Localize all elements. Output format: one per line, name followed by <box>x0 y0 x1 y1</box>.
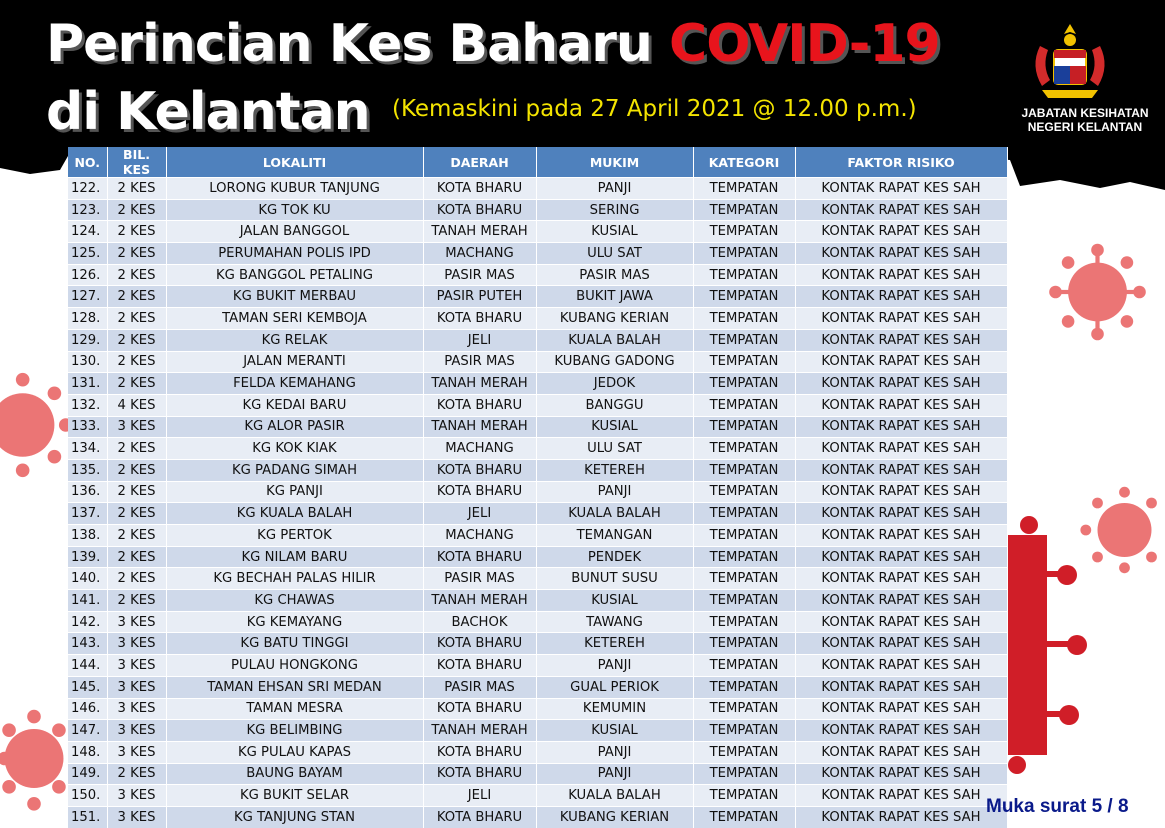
table-row <box>68 264 1007 286</box>
cell-mukim: KUSIAL <box>536 720 693 742</box>
column-header-mukim: MUKIM <box>536 147 693 178</box>
cell-no: 136. <box>68 481 107 503</box>
cell-mukim: ULU SAT <box>536 438 693 460</box>
cell-daerah: MACHANG <box>423 243 536 265</box>
table-row <box>68 416 1007 438</box>
cell-lokaliti: PERUMAHAN POLIS IPD <box>166 243 423 265</box>
cell-lokaliti: LORONG KUBUR TANJUNG <box>166 178 423 200</box>
cell-daerah: KOTA BHARU <box>423 459 536 481</box>
cell-kategori: TEMPATAN <box>693 568 795 590</box>
cell-faktor-risiko: KONTAK RAPAT KES SAH <box>795 633 1007 655</box>
cell-bil-kes: 2 KES <box>107 221 166 243</box>
column-header-no: NO. <box>68 147 107 178</box>
update-subtitle: (Kemaskini pada 27 April 2021 @ 12.00 p.m.) <box>392 96 917 122</box>
cell-daerah: PASIR MAS <box>423 676 536 698</box>
cell-lokaliti: KG PADANG SIMAH <box>166 459 423 481</box>
cell-daerah: JELI <box>423 503 536 525</box>
cell-faktor-risiko: KONTAK RAPAT KES SAH <box>795 243 1007 265</box>
cell-kategori: TEMPATAN <box>693 373 795 395</box>
cell-bil-kes: 2 KES <box>107 568 166 590</box>
cell-bil-kes: 2 KES <box>107 503 166 525</box>
cell-daerah: PASIR PUTEH <box>423 286 536 308</box>
cell-lokaliti: KG PANJI <box>166 481 423 503</box>
cell-bil-kes: 2 KES <box>107 286 166 308</box>
table-header-row <box>68 147 1007 178</box>
page-title <box>46 14 940 74</box>
cell-bil-kes: 3 KES <box>107 720 166 742</box>
cell-daerah: TANAH MERAH <box>423 590 536 612</box>
cell-daerah: KOTA BHARU <box>423 178 536 200</box>
cell-daerah: KOTA BHARU <box>423 806 536 827</box>
virus-icon <box>0 365 68 485</box>
cell-lokaliti: KG BANGGOL PETALING <box>166 264 423 286</box>
cell-bil-kes: 2 KES <box>107 329 166 351</box>
cases-table <box>68 147 1007 828</box>
cell-mukim: PANJI <box>536 481 693 503</box>
cell-mukim: JEDOK <box>536 373 693 395</box>
table-row <box>68 568 1007 590</box>
table-row <box>68 286 1007 308</box>
cell-no: 131. <box>68 373 107 395</box>
cell-faktor-risiko: KONTAK RAPAT KES SAH <box>795 264 1007 286</box>
cell-mukim: TAWANG <box>536 611 693 633</box>
cell-bil-kes: 2 KES <box>107 373 166 395</box>
cell-faktor-risiko: KONTAK RAPAT KES SAH <box>795 698 1007 720</box>
cell-kategori: TEMPATAN <box>693 676 795 698</box>
cell-faktor-risiko: KONTAK RAPAT KES SAH <box>795 503 1007 525</box>
cell-kategori: TEMPATAN <box>693 525 795 547</box>
column-header-kategori: KATEGORI <box>693 147 795 178</box>
title-part1: Perincian Kes Baharu <box>46 14 670 74</box>
cell-kategori: TEMPATAN <box>693 741 795 763</box>
cell-mukim: GUAL PERIOK <box>536 676 693 698</box>
department-line2: NEGERI KELANTAN <box>1027 120 1143 134</box>
cell-kategori: TEMPATAN <box>693 481 795 503</box>
cell-daerah: KOTA BHARU <box>423 481 536 503</box>
table-row <box>68 720 1007 742</box>
cell-kategori: TEMPATAN <box>693 221 795 243</box>
cell-mukim: SERING <box>536 199 693 221</box>
table-row <box>68 525 1007 547</box>
cell-no: 148. <box>68 741 107 763</box>
cell-faktor-risiko: KONTAK RAPAT KES SAH <box>795 373 1007 395</box>
cell-lokaliti: KG BUKIT MERBAU <box>166 286 423 308</box>
cell-bil-kes: 2 KES <box>107 308 166 330</box>
cell-lokaliti: KG BECHAH PALAS HILIR <box>166 568 423 590</box>
cell-bil-kes: 2 KES <box>107 459 166 481</box>
cell-faktor-risiko: KONTAK RAPAT KES SAH <box>795 221 1007 243</box>
cell-no: 122. <box>68 178 107 200</box>
cell-bil-kes: 3 KES <box>107 741 166 763</box>
cell-no: 132. <box>68 394 107 416</box>
cell-bil-kes: 2 KES <box>107 351 166 373</box>
cell-daerah: KOTA BHARU <box>423 199 536 221</box>
cell-mukim: PANJI <box>536 655 693 677</box>
cell-no: 138. <box>68 525 107 547</box>
cell-lokaliti: KG PULAU KAPAS <box>166 741 423 763</box>
cell-no: 128. <box>68 308 107 330</box>
cell-bil-kes: 2 KES <box>107 438 166 460</box>
cell-mukim: BANGGU <box>536 394 693 416</box>
column-header-daerah: DAERAH <box>423 147 536 178</box>
table-row <box>68 243 1007 265</box>
cell-daerah: PASIR MAS <box>423 351 536 373</box>
cell-faktor-risiko: KONTAK RAPAT KES SAH <box>795 329 1007 351</box>
cell-faktor-risiko: KONTAK RAPAT KES SAH <box>795 611 1007 633</box>
department-line1: JABATAN KESIHATAN <box>1021 106 1149 120</box>
cell-lokaliti: TAMAN EHSAN SRI MEDAN <box>166 676 423 698</box>
title-highlight: COVID-19 <box>669 14 940 74</box>
cell-no: 129. <box>68 329 107 351</box>
column-header-bil-kes: BIL. KES <box>107 147 166 178</box>
cell-mukim: KUBANG KERIAN <box>536 806 693 827</box>
cell-kategori: TEMPATAN <box>693 459 795 481</box>
table-row <box>68 373 1007 395</box>
cell-faktor-risiko: KONTAK RAPAT KES SAH <box>795 590 1007 612</box>
cell-daerah: KOTA BHARU <box>423 763 536 785</box>
table-row <box>68 308 1007 330</box>
cell-no: 140. <box>68 568 107 590</box>
cell-faktor-risiko: KONTAK RAPAT KES SAH <box>795 806 1007 827</box>
cell-bil-kes: 2 KES <box>107 590 166 612</box>
cell-daerah: PASIR MAS <box>423 264 536 286</box>
cell-daerah: KOTA BHARU <box>423 741 536 763</box>
cell-daerah: KOTA BHARU <box>423 308 536 330</box>
cell-daerah: KOTA BHARU <box>423 546 536 568</box>
cell-kategori: TEMPATAN <box>693 655 795 677</box>
cell-lokaliti: KG KEMAYANG <box>166 611 423 633</box>
cell-kategori: TEMPATAN <box>693 178 795 200</box>
cell-mukim: KUSIAL <box>536 590 693 612</box>
cell-no: 123. <box>68 199 107 221</box>
table-row <box>68 546 1007 568</box>
table-row <box>68 655 1007 677</box>
cell-faktor-risiko: KONTAK RAPAT KES SAH <box>795 394 1007 416</box>
cell-bil-kes: 2 KES <box>107 546 166 568</box>
cell-mukim: PANJI <box>536 178 693 200</box>
cell-daerah: KOTA BHARU <box>423 698 536 720</box>
table-row <box>68 329 1007 351</box>
cell-bil-kes: 3 KES <box>107 676 166 698</box>
cell-lokaliti: KG TANJUNG STAN <box>166 806 423 827</box>
cell-mukim: KEMUMIN <box>536 698 693 720</box>
cell-no: 150. <box>68 785 107 807</box>
cell-kategori: TEMPATAN <box>693 590 795 612</box>
cell-faktor-risiko: KONTAK RAPAT KES SAH <box>795 568 1007 590</box>
cell-faktor-risiko: KONTAK RAPAT KES SAH <box>795 199 1007 221</box>
cell-mukim: ULU SAT <box>536 243 693 265</box>
cell-bil-kes: 2 KES <box>107 481 166 503</box>
cell-faktor-risiko: KONTAK RAPAT KES SAH <box>795 763 1007 785</box>
cell-lokaliti: KG BELIMBING <box>166 720 423 742</box>
coat-of-arms-logo <box>1028 20 1112 100</box>
cell-lokaliti: PULAU HONGKONG <box>166 655 423 677</box>
table-row <box>68 503 1007 525</box>
cell-mukim: BUKIT JAWA <box>536 286 693 308</box>
table-row <box>68 806 1007 827</box>
cell-no: 139. <box>68 546 107 568</box>
cell-no: 149. <box>68 763 107 785</box>
cell-daerah: MACHANG <box>423 525 536 547</box>
cell-kategori: TEMPATAN <box>693 611 795 633</box>
cell-kategori: TEMPATAN <box>693 199 795 221</box>
cell-daerah: JELI <box>423 329 536 351</box>
cell-daerah: KOTA BHARU <box>423 633 536 655</box>
table-body <box>68 178 1007 828</box>
cell-bil-kes: 2 KES <box>107 264 166 286</box>
table-row <box>68 394 1007 416</box>
table-row <box>68 459 1007 481</box>
cell-faktor-risiko: KONTAK RAPAT KES SAH <box>795 481 1007 503</box>
cell-no: 144. <box>68 655 107 677</box>
table-row <box>68 785 1007 807</box>
cell-no: 137. <box>68 503 107 525</box>
cell-mukim: KUSIAL <box>536 221 693 243</box>
cell-no: 127. <box>68 286 107 308</box>
cell-faktor-risiko: KONTAK RAPAT KES SAH <box>795 416 1007 438</box>
cell-lokaliti: TAMAN SERI KEMBOJA <box>166 308 423 330</box>
cell-daerah: TANAH MERAH <box>423 720 536 742</box>
cell-bil-kes: 3 KES <box>107 698 166 720</box>
cell-faktor-risiko: KONTAK RAPAT KES SAH <box>795 308 1007 330</box>
cell-no: 146. <box>68 698 107 720</box>
cell-bil-kes: 3 KES <box>107 655 166 677</box>
table-row <box>68 676 1007 698</box>
cell-faktor-risiko: KONTAK RAPAT KES SAH <box>795 676 1007 698</box>
cell-lokaliti: KG BUKIT SELAR <box>166 785 423 807</box>
cell-faktor-risiko: KONTAK RAPAT KES SAH <box>795 546 1007 568</box>
cell-faktor-risiko: KONTAK RAPAT KES SAH <box>795 286 1007 308</box>
cell-no: 135. <box>68 459 107 481</box>
cell-lokaliti: KG KEDAI BARU <box>166 394 423 416</box>
cell-lokaliti: JALAN BANGGOL <box>166 221 423 243</box>
cell-faktor-risiko: KONTAK RAPAT KES SAH <box>795 525 1007 547</box>
cell-lokaliti: KG NILAM BARU <box>166 546 423 568</box>
cell-daerah: TANAH MERAH <box>423 373 536 395</box>
cell-bil-kes: 3 KES <box>107 611 166 633</box>
cell-daerah: MACHANG <box>423 438 536 460</box>
cell-bil-kes: 2 KES <box>107 178 166 200</box>
cell-daerah: KOTA BHARU <box>423 655 536 677</box>
cell-kategori: TEMPATAN <box>693 264 795 286</box>
cell-no: 125. <box>68 243 107 265</box>
cell-no: 124. <box>68 221 107 243</box>
cell-kategori: TEMPATAN <box>693 546 795 568</box>
virus-icon <box>1045 232 1150 352</box>
cell-lokaliti: KG BATU TINGGI <box>166 633 423 655</box>
cell-kategori: TEMPATAN <box>693 286 795 308</box>
cell-bil-kes: 3 KES <box>107 785 166 807</box>
cell-faktor-risiko: KONTAK RAPAT KES SAH <box>795 438 1007 460</box>
cell-mukim: TEMANGAN <box>536 525 693 547</box>
cell-kategori: TEMPATAN <box>693 243 795 265</box>
table-row <box>68 481 1007 503</box>
cell-no: 145. <box>68 676 107 698</box>
cell-kategori: TEMPATAN <box>693 438 795 460</box>
cell-kategori: TEMPATAN <box>693 329 795 351</box>
cell-lokaliti: KG ALOR PASIR <box>166 416 423 438</box>
cell-daerah: BACHOK <box>423 611 536 633</box>
cell-mukim: PENDEK <box>536 546 693 568</box>
cell-no: 143. <box>68 633 107 655</box>
table-row <box>68 221 1007 243</box>
cell-bil-kes: 2 KES <box>107 243 166 265</box>
cell-mukim: KUBANG GADONG <box>536 351 693 373</box>
virus-icon <box>0 690 68 827</box>
cell-lokaliti: KG CHAWAS <box>166 590 423 612</box>
cell-mukim: PANJI <box>536 741 693 763</box>
cell-bil-kes: 3 KES <box>107 806 166 827</box>
column-header-faktor-risiko: FAKTOR RISIKO <box>795 147 1007 178</box>
cell-mukim: KUALA BALAH <box>536 329 693 351</box>
cell-mukim: BUNUT SUSU <box>536 568 693 590</box>
cell-no: 126. <box>68 264 107 286</box>
table-row <box>68 611 1007 633</box>
virus-icon <box>1007 515 1092 775</box>
table-row <box>68 178 1007 200</box>
cell-no: 130. <box>68 351 107 373</box>
page-number: Muka surat 5 / 8 <box>986 796 1129 817</box>
cell-kategori: TEMPATAN <box>693 416 795 438</box>
cell-no: 142. <box>68 611 107 633</box>
cell-kategori: TEMPATAN <box>693 763 795 785</box>
cell-bil-kes: 3 KES <box>107 633 166 655</box>
cell-faktor-risiko: KONTAK RAPAT KES SAH <box>795 655 1007 677</box>
cell-faktor-risiko: KONTAK RAPAT KES SAH <box>795 785 1007 807</box>
cell-mukim: KUSIAL <box>536 416 693 438</box>
cell-no: 133. <box>68 416 107 438</box>
cell-mukim: KUALA BALAH <box>536 503 693 525</box>
cell-mukim: PASIR MAS <box>536 264 693 286</box>
page-title-line2: di Kelantan <box>46 82 370 142</box>
cell-faktor-risiko: KONTAK RAPAT KES SAH <box>795 351 1007 373</box>
table-row <box>68 633 1007 655</box>
table-row <box>68 199 1007 221</box>
cell-faktor-risiko: KONTAK RAPAT KES SAH <box>795 459 1007 481</box>
cell-bil-kes: 2 KES <box>107 763 166 785</box>
cell-no: 147. <box>68 720 107 742</box>
cell-daerah: JELI <box>423 785 536 807</box>
table-row <box>68 351 1007 373</box>
cell-kategori: TEMPATAN <box>693 394 795 416</box>
table-row <box>68 741 1007 763</box>
cell-lokaliti: KG RELAK <box>166 329 423 351</box>
cell-mukim: KUALA BALAH <box>536 785 693 807</box>
cell-daerah: KOTA BHARU <box>423 394 536 416</box>
cell-kategori: TEMPATAN <box>693 633 795 655</box>
cell-faktor-risiko: KONTAK RAPAT KES SAH <box>795 720 1007 742</box>
cell-bil-kes: 2 KES <box>107 525 166 547</box>
cell-kategori: TEMPATAN <box>693 308 795 330</box>
cell-lokaliti: KG PERTOK <box>166 525 423 547</box>
cell-kategori: TEMPATAN <box>693 351 795 373</box>
cell-daerah: PASIR MAS <box>423 568 536 590</box>
cell-bil-kes: 3 KES <box>107 416 166 438</box>
cell-bil-kes: 2 KES <box>107 199 166 221</box>
cell-mukim: KETEREH <box>536 459 693 481</box>
cell-faktor-risiko: KONTAK RAPAT KES SAH <box>795 178 1007 200</box>
cell-lokaliti: JALAN MERANTI <box>166 351 423 373</box>
cell-daerah: TANAH MERAH <box>423 221 536 243</box>
cell-lokaliti: KG KOK KIAK <box>166 438 423 460</box>
table-row <box>68 438 1007 460</box>
cell-kategori: TEMPATAN <box>693 785 795 807</box>
cell-lokaliti: TAMAN MESRA <box>166 698 423 720</box>
department-name <box>1010 106 1160 134</box>
cell-lokaliti: KG KUALA BALAH <box>166 503 423 525</box>
table-row <box>68 698 1007 720</box>
cell-kategori: TEMPATAN <box>693 720 795 742</box>
cell-daerah: TANAH MERAH <box>423 416 536 438</box>
cell-no: 151. <box>68 806 107 827</box>
cell-no: 134. <box>68 438 107 460</box>
cell-no: 141. <box>68 590 107 612</box>
cell-kategori: TEMPATAN <box>693 698 795 720</box>
cell-mukim: KETEREH <box>536 633 693 655</box>
cell-lokaliti: BAUNG BAYAM <box>166 763 423 785</box>
cell-lokaliti: KG TOK KU <box>166 199 423 221</box>
cell-mukim: KUBANG KERIAN <box>536 308 693 330</box>
cell-faktor-risiko: KONTAK RAPAT KES SAH <box>795 741 1007 763</box>
cell-bil-kes: 4 KES <box>107 394 166 416</box>
cell-mukim: PANJI <box>536 763 693 785</box>
cell-kategori: TEMPATAN <box>693 503 795 525</box>
cell-kategori: TEMPATAN <box>693 806 795 827</box>
table-row <box>68 590 1007 612</box>
column-header-lokaliti: LOKALITI <box>166 147 423 178</box>
table-row <box>68 763 1007 785</box>
cell-lokaliti: FELDA KEMAHANG <box>166 373 423 395</box>
